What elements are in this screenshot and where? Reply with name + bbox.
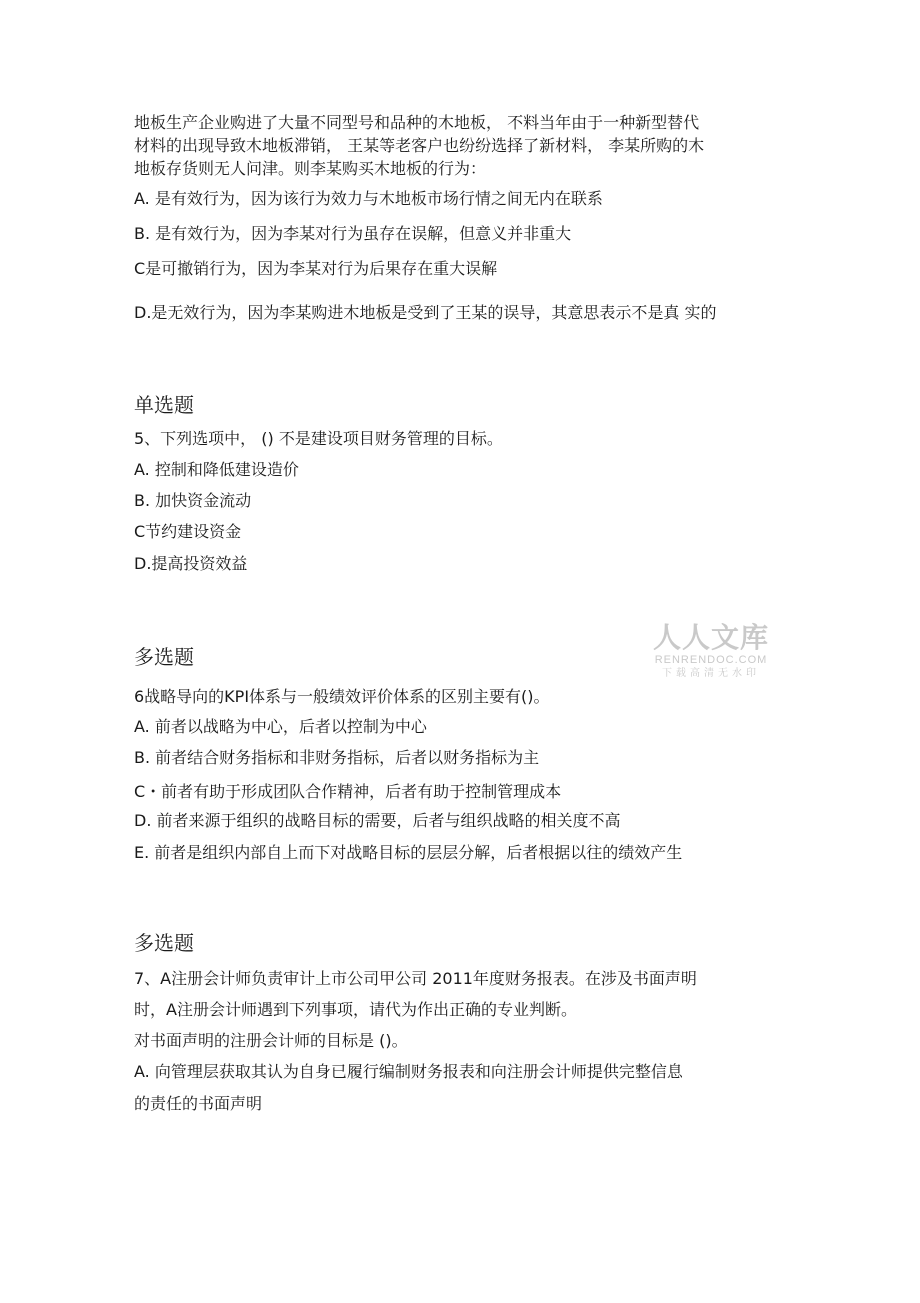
watermark-title: 人人文库 xyxy=(652,621,769,654)
q7-stem-line-2: 时，A注册会计师遇到下列事项，请代为作出正确的专业判断。 xyxy=(134,1000,577,1019)
q4-stem-line-2: 材料的出现导致木地板滞销， 王某等老客户也纷纷选择了新材料， 李某所购的木 xyxy=(134,136,705,155)
q5-stem: 5、下列选项中， () 不是建设项目财务管理的目标。 xyxy=(134,429,503,448)
q5-heading: 单选题 xyxy=(134,393,194,417)
q6-stem: 6战略导向的KPI体系与一般绩效评价体系的区别主要有()。 xyxy=(134,687,550,706)
q4-option-c: C是可撤销行为，因为李某对行为后果存在重大误解 xyxy=(134,259,498,278)
q7-option-a: A. 向管理层获取其认为自身已履行编制财务报表和向注册会计师提供完整信息 xyxy=(134,1062,683,1081)
watermark-subtitle: 下载高清无水印 xyxy=(662,668,760,679)
q6-option-a: A. 前者以战略为中心，后者以控制为中心 xyxy=(134,717,427,736)
q5-option-a: A. 控制和降低建设造价 xyxy=(134,460,299,479)
q6-heading: 多选题 xyxy=(134,645,194,669)
q4-stem-line-1: 地板生产企业购进了大量不同型号和品种的木地板， 不料当年由于一种新型替代 xyxy=(134,113,700,132)
q6-option-b: B. 前者结合财务指标和非财务指标，后者以财务指标为主 xyxy=(134,748,540,767)
watermark-domain: RENRENDOC.COM xyxy=(654,654,768,666)
q5-option-d: D.提高投资效益 xyxy=(134,554,248,573)
q4-option-d: D.是无效行为，因为李某购进木地板是受到了王某的误导，其意思表示不是真 实的 xyxy=(134,303,717,322)
q6-option-c: C・前者有助于形成团队合作精神，后者有助于控制管理成本 xyxy=(134,782,562,801)
q7-stem-line-1: 7、A注册会计师负责审计上市公司甲公司 2011年度财务报表。在涉及书面声明 xyxy=(134,969,697,988)
q7-heading: 多选题 xyxy=(134,931,194,955)
q4-stem-line-3: 地板存货则无人问津。则李某购买木地板的行为： xyxy=(134,159,487,178)
q7-option-a-cont: 的责任的书面声明 xyxy=(134,1094,263,1113)
q4-option-b: B. 是有效行为，因为李某对行为虽存在误解，但意义并非重大 xyxy=(134,224,572,243)
q7-stem-line-3: 对书面声明的注册会计师的目标是 ()。 xyxy=(134,1031,408,1050)
q5-option-b: B. 加快资金流动 xyxy=(134,491,252,510)
q6-option-e: E. 前者是组织内部自上而下对战略目标的层层分解，后者根据以往的绩效产生 xyxy=(134,843,683,862)
q6-option-d: D. 前者来源于组织的战略目标的需要，后者与组织战略的相关度不高 xyxy=(134,811,621,830)
q4-option-a: A. 是有效行为，因为该行为效力与木地板市场行情之间无内在联系 xyxy=(134,189,603,208)
watermark-logo xyxy=(646,622,776,680)
q5-option-c: C节约建设资金 xyxy=(134,522,242,541)
